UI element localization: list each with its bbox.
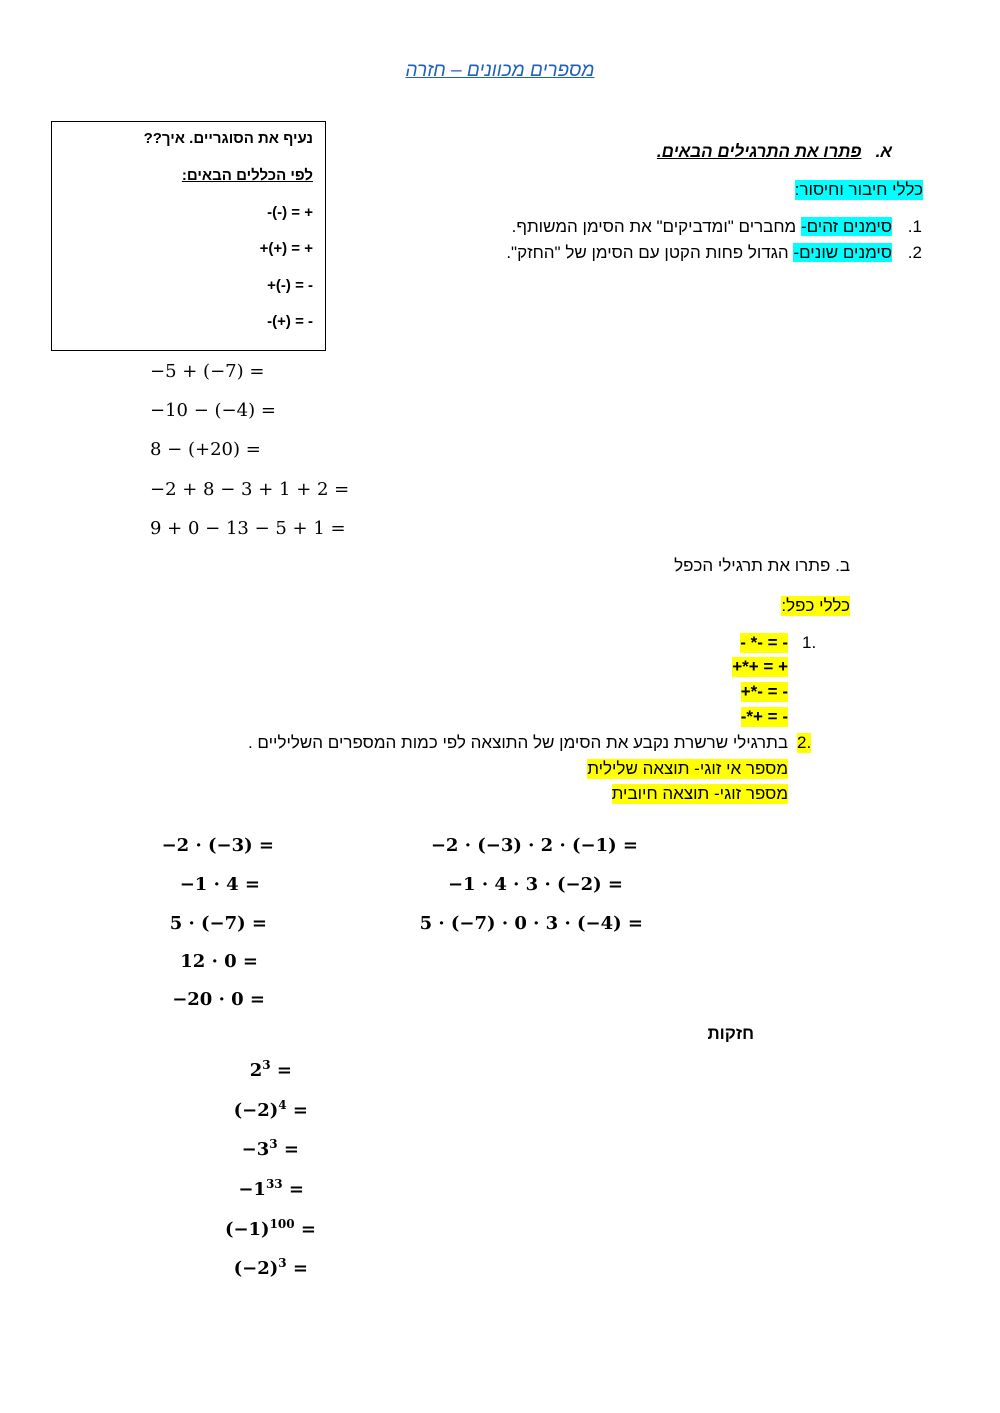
power-equals: = [282, 1179, 304, 1200]
multiplication-rules-title: כללי כפל: [781, 596, 850, 615]
exercise-a2: −10 − (−4) = [150, 400, 276, 421]
rule-highlight: סימנים זהים- [800, 217, 892, 236]
power-equals: = [294, 1219, 316, 1240]
power-base: −3 [241, 1139, 270, 1160]
exercise-b-left-1: −2 · (−3) = [161, 835, 274, 856]
power-exponent: 100 [269, 1217, 295, 1231]
power-base: −1 [238, 1179, 266, 1200]
power-exercise [225, 1217, 316, 1240]
sign-rule: - = +*- [740, 707, 788, 726]
power-exercise [234, 1098, 308, 1121]
exercise-b-right-2: −1 · 4 · 3 · (−2) = [447, 874, 623, 895]
parentheses-rules-box [51, 121, 326, 351]
power-exercise [242, 1137, 299, 1160]
box-rule: - = (-)+ [267, 277, 313, 294]
sign-rule: - = -* - [740, 633, 788, 652]
rule-text: הגדול פחות הקטן עם הסימן של "החזק". [506, 243, 794, 262]
exercise-a1: −5 + (−7) = [150, 361, 265, 382]
even-rule: מספר זוגי- תוצאה חיובית [611, 784, 788, 803]
power-exponent: 33 [265, 1177, 283, 1191]
chain-rule: בתרגילי שרשרת נקבע את הסימן של התוצאה לפי כמות המספרים השליליים . [247, 733, 788, 752]
power-exercise [238, 1177, 304, 1200]
section-b-heading: ב. פתרו את תרגילי הכפל [674, 556, 850, 575]
power-base: (−2) [233, 1258, 279, 1279]
rule-number: 2. [907, 243, 922, 262]
addition-rules-title: כללי חיבור וחיסור: [794, 180, 923, 199]
sign-rule: - = -*+ [740, 682, 788, 701]
exercise-b-left-4: 12 · 0 = [180, 951, 258, 972]
box-rule: - = (+)- [267, 313, 313, 330]
box-heading: נעיף את הסוגריים. איך?? [143, 130, 313, 147]
power-equals: = [277, 1139, 299, 1160]
exercise-b-right-3: 5 · (−7) · 0 · 3 · (−4) = [419, 913, 643, 934]
rule-number: 2. [797, 733, 812, 752]
exercise-b-right-1: −2 · (−3) · 2 · (−1) = [430, 835, 638, 856]
rule-number: 1. [802, 633, 817, 652]
power-exponent: 4 [278, 1098, 287, 1112]
power-equals: = [286, 1258, 308, 1279]
exercise-b-left-2: −1 · 4 = [179, 874, 260, 895]
box-rule: + = (+)+ [259, 240, 313, 257]
power-equals: = [286, 1100, 308, 1121]
exercise-a3: 8 − (+20) = [150, 439, 261, 460]
section-a-heading [657, 142, 892, 162]
power-exponent: 3 [269, 1137, 278, 1151]
power-exponent: 3 [262, 1058, 271, 1072]
power-exercise [250, 1058, 292, 1081]
odd-rule: מספר אי זוגי- תוצאה שלילית [587, 759, 788, 778]
box-rule: + = (-)- [267, 204, 313, 221]
power-exponent: 3 [278, 1256, 287, 1270]
exercise-b-left-3: 5 · (−7) = [169, 913, 267, 934]
section-a-title: פתרו את התרגילים הבאים. [656, 142, 862, 161]
power-base: 2 [249, 1060, 263, 1081]
exercise-a4: −2 + 8 − 3 + 1 + 2 = [150, 479, 350, 500]
rule-text: מחברים "ומדביקים" את הסימן המשותף. [511, 217, 801, 236]
addition-rule-1 [511, 217, 922, 237]
rule-number: 1. [907, 217, 922, 236]
sign-rule: + = +*+ [732, 657, 788, 676]
exercise-a5: 9 + 0 − 13 − 5 + 1 = [150, 518, 346, 539]
box-subheading: לפי הכללים הבאים: [181, 167, 313, 184]
exercise-b-left-5: −20 · 0 = [172, 989, 265, 1010]
rule-highlight: סימנים שונים- [793, 243, 892, 262]
addition-rule-2 [506, 243, 922, 263]
section-a-label: א. [875, 142, 892, 161]
power-equals: = [270, 1060, 292, 1081]
page-title: מספרים מכוונים – חזרה [405, 60, 595, 81]
powers-heading: חזקות [707, 1024, 754, 1043]
power-base: (−1) [224, 1219, 270, 1240]
power-exercise [234, 1256, 308, 1279]
power-base: (−2) [233, 1100, 279, 1121]
